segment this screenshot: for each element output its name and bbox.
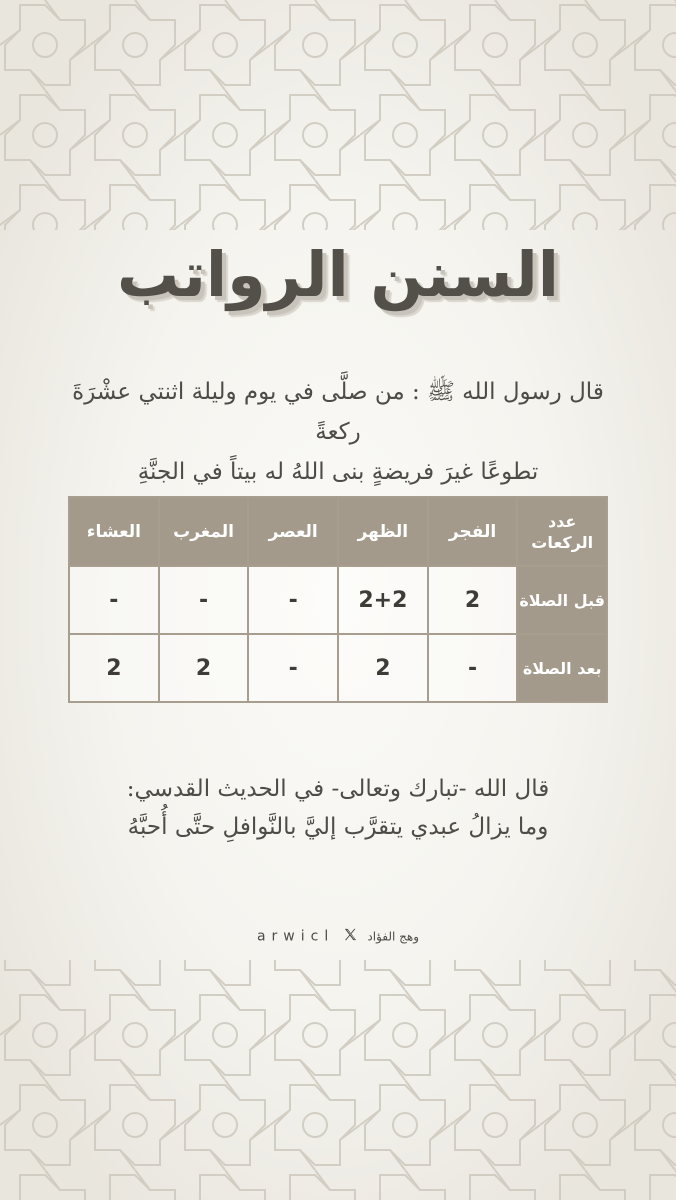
corner-header [517, 497, 607, 566]
rawatib-table [68, 496, 608, 703]
hadith-line-1: قال رسول الله ﷺ : من صلَّى في يوم وليلة اثنتي عشْرَةَ ركعةً [72, 379, 604, 445]
corner-header-line-2: الركعات [531, 532, 594, 552]
hadith-text [60, 372, 616, 492]
cell-after-isha: 2 [69, 634, 159, 702]
column-header-fajr: الفجر [428, 497, 518, 566]
cell-after-fajr: - [428, 634, 518, 702]
column-header-asr: العصر [248, 497, 338, 566]
cell-after-maghrib: 2 [159, 634, 249, 702]
row-label-before: قبل الصلاة [517, 566, 607, 634]
x-logo-icon [343, 927, 358, 946]
cell-before-dhuhr: 2+2 [338, 566, 428, 634]
cell-before-asr: - [248, 566, 338, 634]
signature-handle: arwicl [256, 928, 335, 945]
cell-before-isha: - [69, 566, 159, 634]
cell-after-dhuhr: 2 [338, 634, 428, 702]
table-header-row [69, 497, 607, 566]
quote-line-2: وما يزالُ عبدي يتقرَّب إليَّ بالنَّوافلِ حتَّى أُحبَّهُ [127, 814, 549, 840]
table-row-after [69, 634, 607, 702]
column-header-maghrib: المغرب [159, 497, 249, 566]
column-header-isha: العشاء [69, 497, 159, 566]
cell-after-asr: - [248, 634, 338, 702]
signature-name: وهج الفؤاد [367, 929, 420, 944]
row-label-after: بعد الصلاة [517, 634, 607, 702]
corner-header-line-1: عدد [547, 511, 577, 531]
column-header-dhuhr: الظهر [338, 497, 428, 566]
cell-before-fajr: 2 [428, 566, 518, 634]
qudsi-quote [60, 770, 616, 846]
table-row-before [69, 566, 607, 634]
hadith-line-2: تطوعًا غيرَ فريضةٍ بنى اللهُ له بيتاً في الجنَّةِ [137, 459, 539, 485]
quote-line-1: قال الله -تبارك وتعالى- في الحديث القدسي: [126, 776, 550, 802]
signature [0, 926, 676, 946]
cell-before-maghrib: - [159, 566, 249, 634]
page-title: السنن الرواتب [116, 238, 560, 311]
